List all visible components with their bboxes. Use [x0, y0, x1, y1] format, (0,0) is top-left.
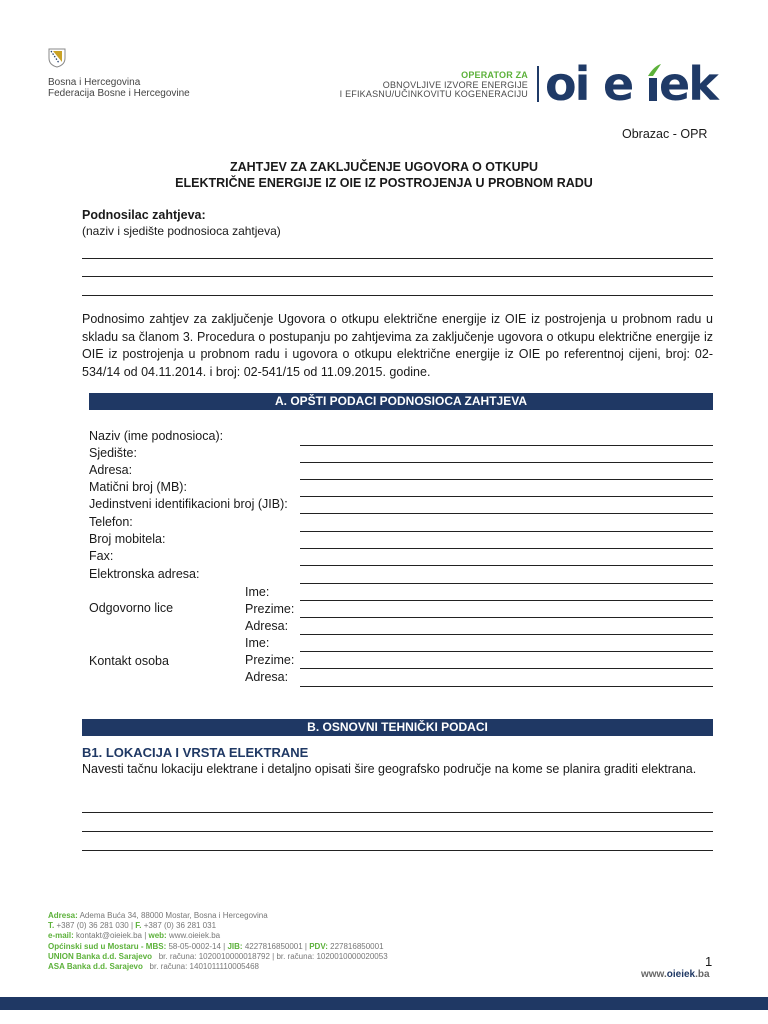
responsible-last-name-input[interactable] — [300, 617, 713, 618]
field-input-mobile[interactable] — [300, 548, 713, 549]
contact-first-name-label: Ime: — [245, 636, 270, 650]
field-label-seat: Sjedište: — [89, 446, 137, 460]
document-title-line-1: ZAHTJEV ZA ZAKLJUČENJE UGOVORA O OTKUPU — [229, 160, 539, 174]
footer-registration: Općinski sud u Mostaru - MBS: 58-05-0002-14 | JIB: 4227816850001 | PDV: 227816850001 — [48, 941, 384, 951]
applicant-sublabel: (naziv i sjedište podnosioca zahtjeva) — [82, 224, 281, 238]
contact-first-name-input[interactable] — [300, 651, 713, 652]
field-label-mobile: Broj mobitela: — [89, 532, 166, 546]
contact-address-input[interactable] — [300, 686, 713, 687]
coat-of-arms-icon — [48, 48, 66, 68]
oieiek-logo — [545, 58, 725, 106]
footer-contact — [48, 911, 468, 972]
field-input-name[interactable] — [300, 445, 713, 446]
field-input-seat[interactable] — [300, 462, 713, 463]
applicant-label: Podnosilac zahtjeva: — [82, 208, 206, 222]
responsible-first-name-input[interactable] — [300, 600, 713, 601]
section-a-header: A. OPŠTI PODACI PODNOSIOCA ZAHTJEVA — [89, 393, 713, 410]
b1-line-2[interactable] — [82, 831, 713, 832]
footer-address: Adresa: Adema Buća 34, 88000 Mostar, Bosna i Hercegovina — [48, 911, 268, 920]
svg-text:e: e — [603, 58, 633, 106]
responsible-person-label: Odgovorno lice — [89, 601, 174, 615]
field-input-email[interactable] — [300, 583, 713, 584]
form-code: Obrazac - OPR — [622, 127, 708, 141]
field-input-phone[interactable] — [300, 531, 713, 532]
field-label-fax: Fax: — [89, 549, 114, 563]
svg-text:ek: ek — [659, 58, 717, 106]
b1-line-1[interactable] — [82, 812, 713, 813]
field-input-jib[interactable] — [300, 513, 713, 514]
document-title-line-2: ELEKTRIČNE ENERGIJE IZ OIE IZ POSTROJENJA U PROBNOM RADU — [175, 176, 593, 190]
footer-bank-1: UNION Banka d.d. Sarajevo br. računa: 1020010000018792 | br. računa: 1020010000020053 — [48, 951, 388, 961]
operator-line-3: I EFIKASNU/UČINKOVITU KOGENERACIJU — [339, 89, 528, 99]
contact-last-name-input[interactable] — [300, 668, 713, 669]
field-input-address[interactable] — [300, 479, 713, 480]
applicant-line-3[interactable] — [82, 295, 713, 296]
contact-last-name-label: Prezime: — [245, 653, 295, 667]
contact-address-label: Adresa: — [245, 670, 289, 684]
logo-divider — [537, 66, 539, 102]
footer-bank-2: ASA Banka d.d. Sarajevo br. računa: 1401011110005468 — [48, 962, 259, 972]
contact-person-label: Kontakt osoba — [89, 654, 169, 668]
coat-label-country: Bosna i Hercegovina — [48, 77, 141, 88]
applicant-line-1[interactable] — [82, 258, 713, 259]
field-label-phone: Telefon: — [89, 515, 133, 529]
footer-website[interactable]: www.oieiek.ba — [641, 969, 710, 980]
b1-title: B1. LOKACIJA I VRSTA ELEKTRANE — [82, 745, 309, 760]
responsible-first-name-label: Ime: — [245, 585, 270, 599]
operator-line-2: OBNOVLJIVE IZVORE ENERGIJE — [382, 79, 528, 90]
operator-name — [300, 71, 528, 100]
section-b-header: B. OSNOVNI TEHNIČKI PODACI — [82, 719, 713, 736]
field-input-fax[interactable] — [300, 565, 713, 566]
field-label-mb: Matični broj (MB): — [89, 480, 187, 494]
coat-label-federation: Federacija Bosne i Hercegovine — [48, 88, 190, 99]
b1-line-3[interactable] — [82, 850, 713, 851]
applicant-line-2[interactable] — [82, 276, 713, 277]
field-label-name: Naziv (ime podnosioca): — [89, 429, 224, 443]
intro-paragraph: Podnosimo zahtjev za zaključenje Ugovora o otkupu električne energije iz OIE iz postrojenja u probnom radu u skladu sa članom 3. Procedura o postupanju po zahtjevima za zaključenje ugovora o otkupu električne energije iz OIE iz postrojenja u probnom radu i ugovora o otkupu električne energije iz OIE po referentnoj cijeni, broj: 02-534/14 od 04.11.2014. i broj: 02-541/15 od 11.09.2015. godine. — [82, 312, 713, 379]
operator-line-1: OPERATOR ZA — [461, 70, 528, 80]
field-label-jib: Jedinstveni identifikacioni broj (JIB): — [89, 497, 288, 511]
field-label-email: Elektronska adresa: — [89, 567, 200, 581]
field-input-mb[interactable] — [300, 496, 713, 497]
responsible-address-label: Adresa: — [245, 619, 289, 633]
responsible-address-input[interactable] — [300, 634, 713, 635]
b1-text: Navesti tačnu lokaciju elektrane i detaljno opisati šire geografsko područje na kome se planira graditi elektrana. — [82, 762, 697, 776]
svg-text:oi: oi — [545, 58, 589, 106]
footer-email: e-mail: kontakt@oieiek.ba | web: www.oieiek.ba — [48, 931, 221, 941]
footer-phone: T. +387 (0) 36 281 030 | F. +387 (0) 36 281 031 — [48, 921, 217, 931]
page-number: 1 — [705, 954, 713, 969]
footer-bar — [0, 997, 768, 1010]
responsible-last-name-label: Prezime: — [245, 602, 295, 616]
field-label-address: Adresa: — [89, 463, 133, 477]
